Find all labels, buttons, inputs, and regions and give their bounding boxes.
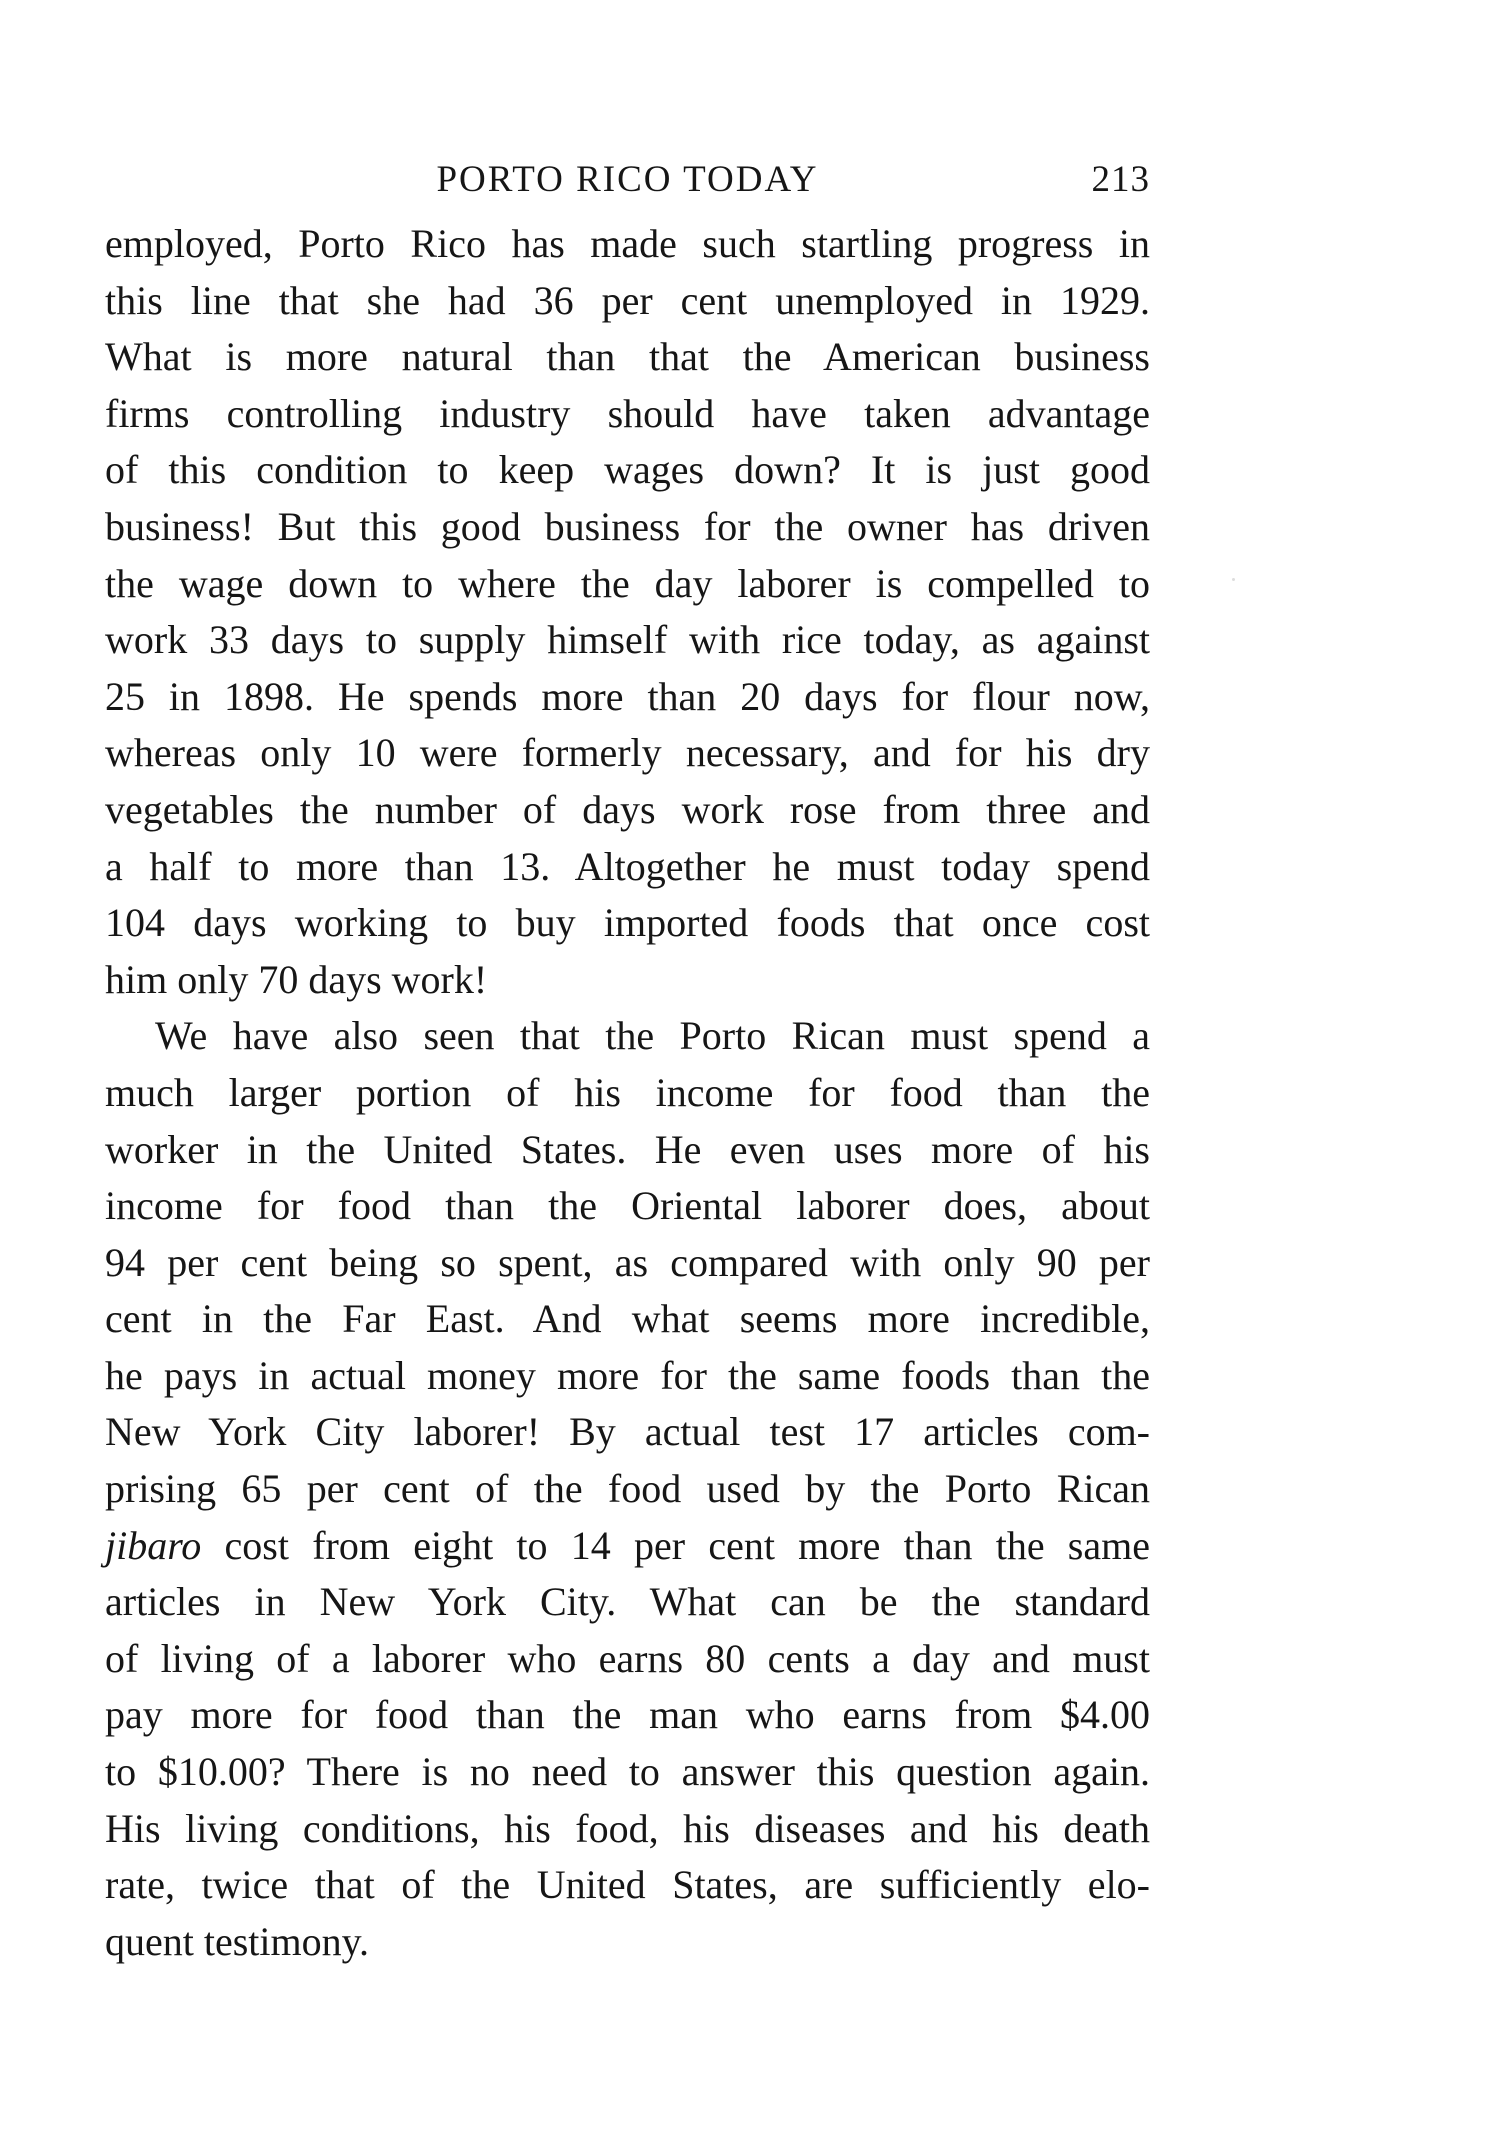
text-line: 94 per cent being so spent, as compared with only 90 per <box>105 1239 1150 1285</box>
page-number: 213 <box>1091 159 1150 200</box>
text-line-with-italic <box>105 1518 1150 1575</box>
text-line: quent testimony. <box>105 1918 370 1964</box>
running-head <box>105 150 1150 210</box>
text-line: New York City laborer! By actual test 17 articles com- <box>105 1409 1150 1455</box>
text-line: whereas only 10 were formerly necessary, and for his dry <box>105 730 1150 776</box>
text-fragment: cost from eight to 14 per cent more than the same <box>201 1522 1150 1568</box>
text-line: vegetables the number of days work rose from three and <box>105 786 1150 832</box>
text-line: much larger portion of his income for food than the <box>105 1069 1150 1115</box>
text-line: articles in New York City. What can be the standard <box>105 1579 1150 1625</box>
text-line: prising 65 per cent of the food used by the Porto Rican <box>105 1466 1150 1512</box>
text-line: he pays in actual money more for the same foods than the <box>105 1352 1150 1398</box>
text-line: employed, Porto Rico has made such startling progress in <box>105 221 1150 266</box>
text-line: His living conditions, his food, his diseases and his death <box>105 1805 1150 1851</box>
body-text <box>105 216 1150 1970</box>
text-line: firms controlling industry should have taken advantage <box>105 390 1150 436</box>
scan-speck <box>1232 578 1235 581</box>
running-title: PORTO RICO TODAY <box>436 159 819 200</box>
text-line: of living of a laborer who earns 80 cents a day and must <box>105 1635 1150 1681</box>
text-line: income for food than the Oriental laborer does, about <box>105 1183 1150 1229</box>
paragraph-2 <box>105 1008 1150 1970</box>
text-line: a half to more than 13. Altogether he must today spend <box>105 843 1150 889</box>
text-line: cent in the Far East. And what seems more incredible, <box>105 1296 1150 1342</box>
text-line: of this condition to keep wages down? It is just good <box>105 447 1150 493</box>
text-line: rate, twice that of the United States, are sufficiently elo- <box>105 1862 1150 1908</box>
text-line: to $10.00? There is no need to answer this question again. <box>105 1749 1150 1795</box>
text-line: 25 in 1898. He spends more than 20 days for flour now, <box>105 673 1150 719</box>
text-line: this line that she had 36 per cent unemployed in 1929. <box>105 277 1150 323</box>
paragraph-1 <box>105 216 1150 1008</box>
text-line: worker in the United States. He even uses more of his <box>105 1126 1150 1172</box>
text-line: him only 70 days work! <box>105 956 488 1002</box>
text-line: business! But this good business for the owner has driven <box>105 503 1150 549</box>
text-line: the wage down to where the day laborer is compelled to <box>105 560 1150 606</box>
italic-term: jibaro <box>105 1522 202 1568</box>
text-line: pay more for food than the man who earns from $4.00 <box>105 1692 1150 1738</box>
text-line: 104 days working to buy imported foods that once cost <box>105 900 1150 946</box>
text-line: We have also seen that the Porto Rican must spend a <box>155 1013 1150 1059</box>
text-line: What is more natural than that the American business <box>105 334 1150 380</box>
text-line: work 33 days to supply himself with rice today, as against <box>105 617 1150 663</box>
